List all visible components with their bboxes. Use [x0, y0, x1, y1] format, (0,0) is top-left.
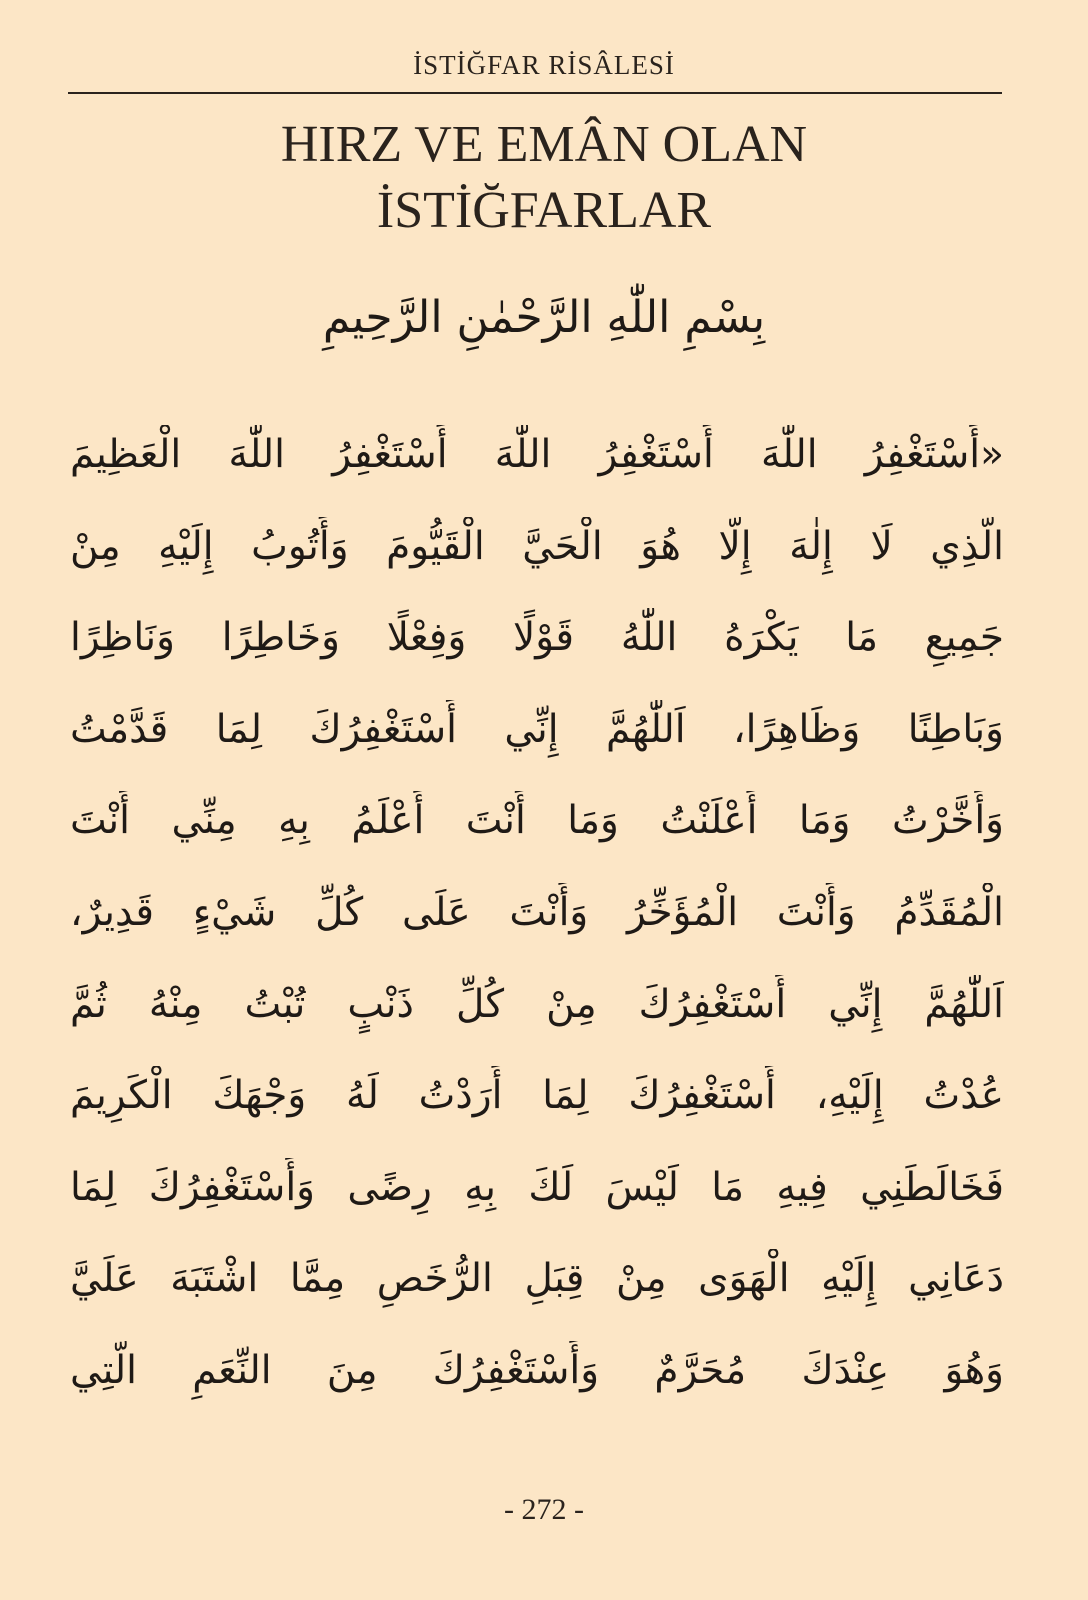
section-title-line-1: HIRZ VE EMÂN OLAN [280, 116, 808, 173]
running-header: İSTİĞFAR RİSÂLESİ [413, 50, 675, 80]
arabic-line: «أَسْتَغْفِرُ اللّٰهَ أَسْتَغْفِرُ اللّٰهَ أَسْتَغْفِرُ اللّٰهَ الْعَظِيمَ [70, 432, 1004, 477]
arabic-prayer-text [70, 425, 1004, 1433]
arabic-line: وَبَاطِنًا وَظَاهِرًا، اَللّٰهُمَّ إِنِّي أَسْتَغْفِرُكَ لِمَا قَدَّمْتُ [70, 706, 1004, 752]
arabic-line: الَّذِي لَا إِلٰهَ إِلَّا هُوَ الْحَيَّ الْقَيُّومَ وَأَتُوبُ إِلَيْهِ مِنْ [70, 523, 1004, 569]
arabic-line: عُدْتُ إِلَيْهِ، أَسْتَغْفِرُكَ لِمَا أَرَدْتُ لَهُ وَجْهَكَ الْكَرِيمَ [70, 1073, 1004, 1119]
arabic-line: اَللّٰهُمَّ إِنِّي أَسْتَغْفِرُكَ مِنْ كُلِّ ذَنْبٍ تُبْتُ مِنْهُ ثُمَّ [70, 981, 1004, 1027]
header-rule [68, 92, 1002, 94]
arabic-line: دَعَانِي إِلَيْهِ الْهَوَى مِنْ قِبَلِ الرُّخَصِ مِمَّا اشْتَبَهَ عَلَيَّ [70, 1256, 1004, 1302]
section-title-line-2: İSTİĞFARLAR [376, 182, 712, 239]
arabic-line: فَخَالَطَنِي فِيهِ مَا لَيْسَ لَكَ بِهِ رِضًى وَأَسْتَغْفِرُكَ لِمَا [70, 1164, 1004, 1210]
arabic-line: الْمُقَدِّمُ وَأَنْتَ الْمُؤَخِّرُ وَأَنْتَ عَلَى كُلِّ شَيْءٍ قَدِيرٌ، [70, 889, 1004, 935]
arabic-line: وَهُوَ عِنْدَكَ مُحَرَّمٌ وَأَسْتَغْفِرُكَ مِنَ النِّعَمِ الَّتِي [70, 1347, 1004, 1393]
basmala: بِسْمِ اللّٰهِ الرَّحْمٰنِ الرَّحِيمِ [322, 292, 766, 343]
section-title [0, 112, 1088, 244]
page-number: - 272 - [504, 1493, 584, 1526]
arabic-line: وَأَخَّرْتُ وَمَا أَعْلَنْتُ وَمَا أَنْتَ أَعْلَمُ بِهِ مِنِّي أَنْتَ [70, 798, 1004, 844]
arabic-line: جَمِيعِ مَا يَكْرَهُ اللّٰهُ قَوْلًا وَفِعْلًا وَخَاطِرًا وَنَاظِرًا [70, 615, 1004, 661]
